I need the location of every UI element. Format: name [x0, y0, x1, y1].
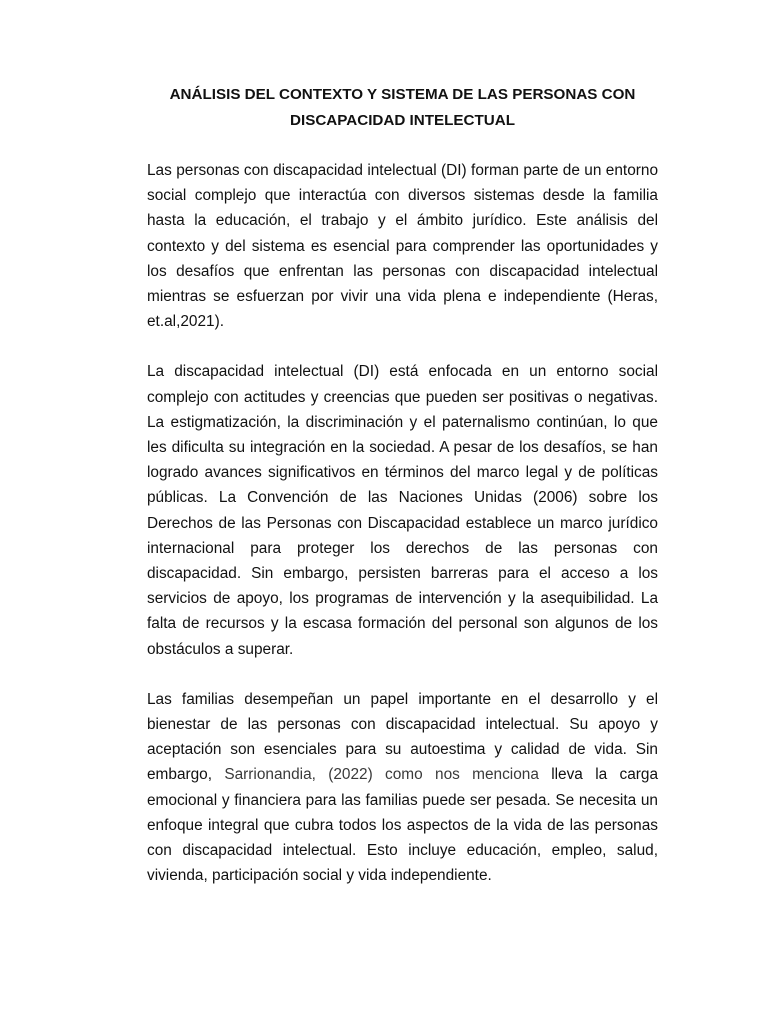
paragraph-3-start: Las familias desempeñan un papel importante en el desarrollo y el bienestar de las personas con discapacidad intelectual. Su apoyo y aceptación son esenciales para su autoestima y calidad de vida. Sin embargo, [147, 690, 658, 784]
paragraph-3-end: lleva la carga emocional y financiera para las familias puede ser pesada. Se necesita un enfoque integral que cubra todos los aspectos de la vida de las personas con discapacidad intelectual. Esto incluye educación, empleo, salud, vivienda, participación social y vida independiente. [147, 766, 659, 885]
title-line-1: ANÁLISIS DEL CONTEXTO Y SISTEMA DE LAS PERSONAS CON [169, 86, 636, 103]
spacer [147, 662, 658, 687]
paragraph-3 [147, 687, 658, 889]
paragraph-1: Las personas con discapacidad intelectual (DI) forman parte de un entorno social complejo que interactúa con diversos sistemas desde la familia hasta la educación, el trabajo y el ámbito jurídico. Este análisis del contexto y del sistema es esencial para comprender las oportunidades y los desafíos que enfrentan las personas con discapacidad intelectual mientras se esfuerzan por vivir una vida plena e independiente (Heras, et.al,2021). [147, 162, 658, 331]
document-body [147, 82, 658, 888]
spacer [147, 134, 658, 158]
citation-text: Sarrionandia, (2022) como nos menciona [224, 766, 539, 784]
document-title [147, 82, 658, 134]
paragraph-2: La discapacidad intelectual (DI) está enfocada en un entorno social complejo con actitudes y creencias que pueden ser positivas o negativas. La estigmatización, la discriminación y el paternalismo continúan, lo que les dificulta su integración en la sociedad. A pesar de los desafíos, se han logrado avances significativos en términos del marco legal y de políticas públicas. La Convención de las Naciones Unidas (2006) sobre los Derechos de las Personas con Discapacidad establece un marco jurídico internacional para proteger los derechos de las personas con discapacidad. Sin embargo, persisten barreras para el acceso a los servicios de apoyo, los programas de intervención y la asequibilidad. La falta de recursos y la escasa formación del personal son algunos de los obstáculos a superar. [147, 363, 658, 658]
title-line-2: DISCAPACIDAD INTELECTUAL [290, 112, 515, 129]
spacer [147, 334, 658, 359]
